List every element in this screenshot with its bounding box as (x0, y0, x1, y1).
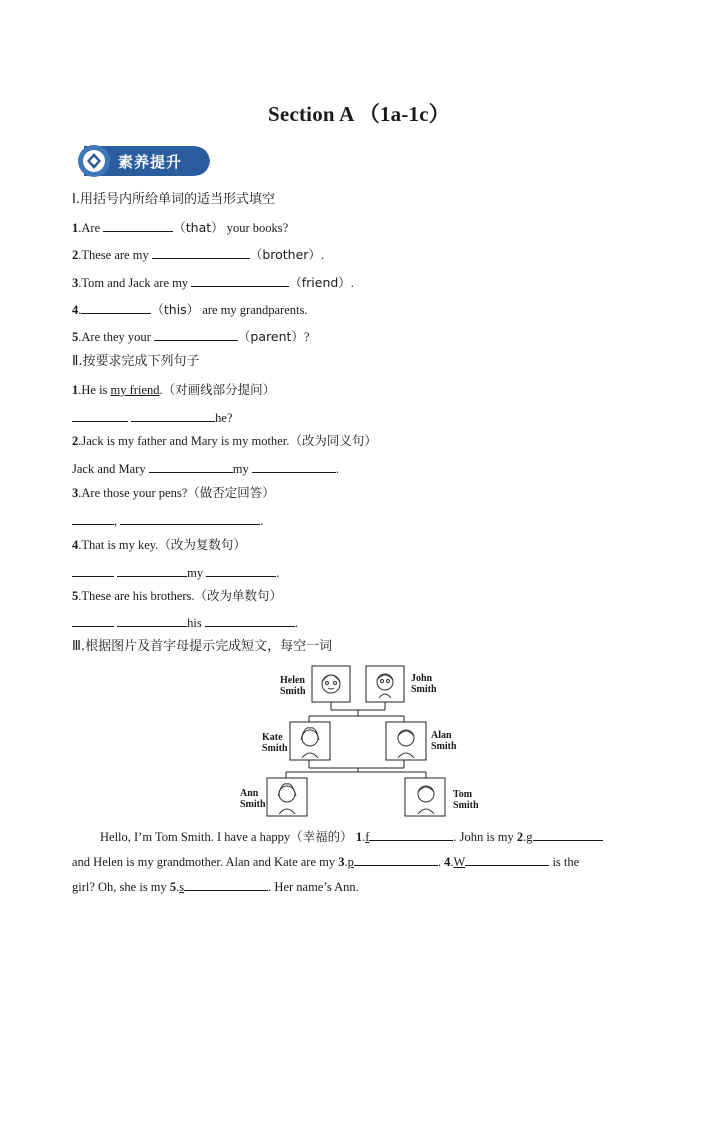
answer-blank[interactable] (152, 246, 250, 259)
s2-answer-3: , . (72, 512, 263, 529)
answer-blank[interactable] (184, 878, 268, 891)
answer-blank[interactable] (206, 564, 276, 577)
name-kate: Kate Smith (262, 732, 288, 754)
answer-blank[interactable] (354, 853, 438, 866)
answer-blank[interactable] (154, 328, 238, 341)
passage-line-2: and Helen is my grandmother. Alan and Kate are my 3.p . 4.W is the (72, 855, 580, 869)
banner-label: 素养提升 (118, 153, 183, 171)
s2-answer-4: my . (72, 564, 279, 581)
answer-blank[interactable] (120, 512, 260, 525)
name-alan: Alan Smith (431, 730, 457, 752)
answer-blank[interactable] (191, 274, 289, 287)
s2-question-1: 1.He is my friend.（对画线部分提问） (72, 382, 276, 397)
s1-question-3: 3.Tom and Jack are my （friend）. (72, 275, 354, 290)
s1-question-2: 2.These are my （brother）. (72, 247, 325, 262)
section3-heading: Ⅲ.根据图片及首字母提示完成短文，每空一词 (72, 639, 333, 654)
passage-line-3: girl? Oh, she is my 5.s . Her name’s Ann. (72, 880, 359, 894)
answer-blank[interactable] (533, 828, 603, 841)
answer-blank[interactable] (149, 460, 233, 473)
section1-heading: Ⅰ.用括号内所给单词的适当形式填空 (72, 192, 275, 207)
answer-blank[interactable] (205, 614, 295, 627)
s1-question-1: 1.Are （that） your books? (72, 220, 289, 235)
answer-blank[interactable] (131, 409, 215, 422)
s2-answer-1: he? (72, 409, 232, 426)
answer-blank[interactable] (465, 853, 549, 866)
s2-question-3: 3.Are those your pens?（做否定回答） (72, 485, 275, 500)
name-tom: Tom Smith (453, 789, 479, 811)
passage-line-1: Hello, I’m Tom Smith. I have a happy（幸福的） 1.f . John is my 2.g (100, 828, 603, 845)
answer-blank[interactable] (369, 828, 453, 841)
answer-blank[interactable] (81, 301, 151, 314)
answer-blank[interactable] (72, 564, 114, 577)
answer-blank[interactable] (252, 460, 336, 473)
answer-blank[interactable] (117, 614, 187, 627)
s2-question-2: 2.Jack is my father and Mary is my mother.（改为同义句） (72, 433, 377, 448)
s1-question-5: 5.Are they your （parent）? (72, 329, 310, 344)
answer-blank[interactable] (72, 512, 114, 525)
answer-blank[interactable] (103, 219, 173, 232)
s2-question-4: 4.That is my key.（改为复数句） (72, 537, 246, 552)
answer-blank[interactable] (72, 409, 128, 422)
answer-blank[interactable] (72, 614, 114, 627)
name-helen: Helen Smith (280, 675, 306, 697)
name-ann: Ann Smith (240, 788, 266, 810)
s2-answer-5: his . (72, 614, 298, 631)
page-title: Section A （1a-1c） (268, 102, 450, 126)
s2-answer-2: Jack and Mary my . (72, 462, 339, 476)
section2-heading: Ⅱ.按要求完成下列句子 (72, 354, 200, 369)
answer-blank[interactable] (117, 564, 187, 577)
s2-question-5: 5.These are his brothers.（改为单数句） (72, 588, 283, 603)
s1-question-4: 4. （this） are my grandparents. (72, 302, 308, 317)
name-john: John Smith (411, 673, 437, 695)
